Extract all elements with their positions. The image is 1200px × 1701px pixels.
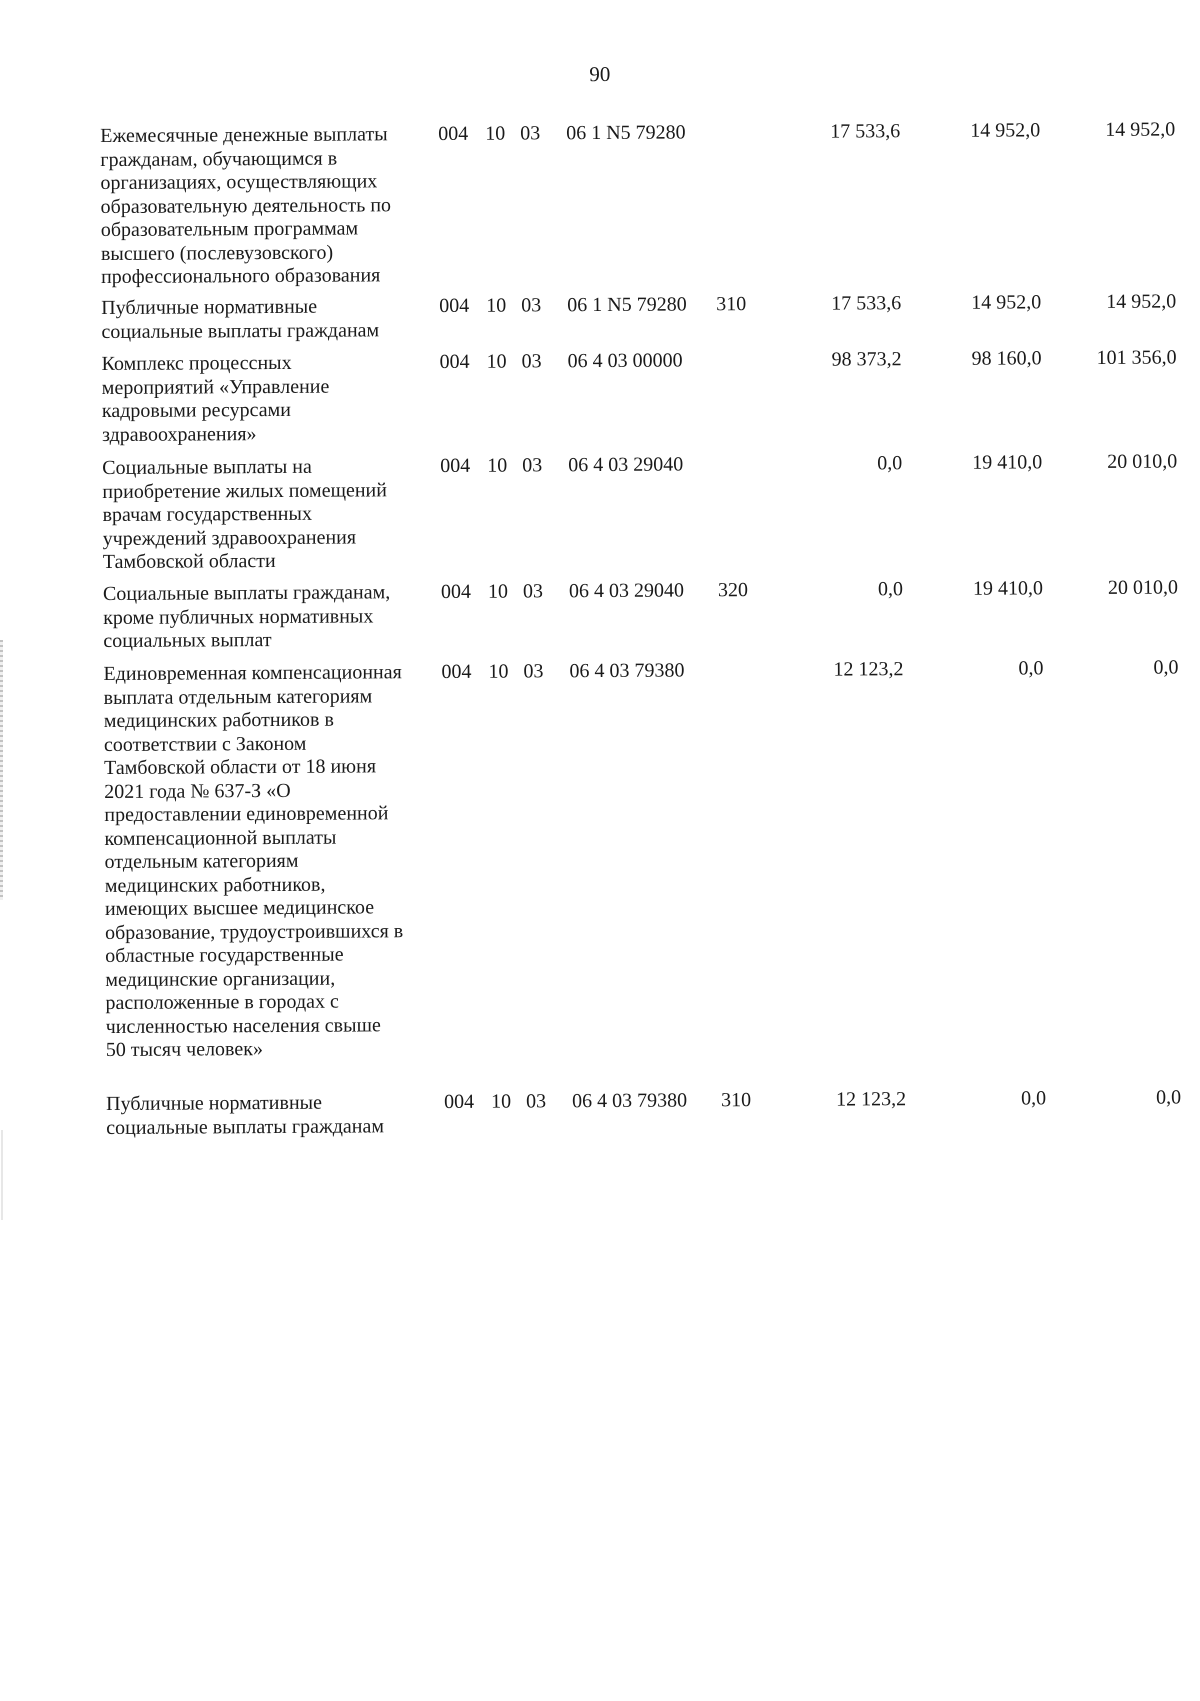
row-amount-year1: 0,0 — [877, 452, 903, 475]
row-name: Комплекс процессных мероприятий «Управление кадровыми ресурсами здравоохранения» — [101, 351, 330, 446]
row-amount-year2: 0,0 — [1018, 657, 1044, 680]
row-amount-year3: 20 010,0 — [1107, 450, 1178, 473]
row-amount-year2: 14 952,0 — [970, 119, 1041, 142]
row-amount-year2: 19 410,0 — [972, 451, 1043, 474]
row-vr: 310 — [716, 293, 747, 316]
table-row — [2, 346, 1200, 446]
row-ved: 004 — [440, 580, 472, 603]
row-csr: 06 4 03 79380 — [572, 1089, 688, 1113]
row-amount-year1: 98 373,2 — [831, 348, 902, 371]
row-amount-year3: 0,0 — [1153, 656, 1179, 679]
row-pr: 03 — [526, 1090, 547, 1113]
row-amount-year2: 98 160,0 — [971, 347, 1042, 370]
table-row — [3, 656, 1200, 1062]
row-pr: 03 — [521, 350, 542, 373]
scan-edge-artifact — [1, 1130, 3, 1220]
row-amount-year1: 12 123,2 — [836, 1088, 907, 1111]
row-vr: 310 — [721, 1089, 752, 1112]
row-rz: 10 — [486, 294, 507, 317]
row-amount-year3: 20 010,0 — [1107, 576, 1179, 599]
row-amount-year1: 17 533,6 — [831, 292, 902, 315]
row-rz: 10 — [485, 122, 506, 145]
row-rz: 10 — [487, 454, 508, 477]
row-pr: 03 — [522, 580, 544, 603]
row-amount-year2: 14 952,0 — [971, 291, 1042, 314]
row-vr: 320 — [717, 579, 749, 602]
row-csr: 06 1 N5 79280 — [567, 293, 687, 317]
row-pr: 03 — [523, 660, 544, 683]
row-ved: 004 — [439, 350, 470, 373]
row-csr: 06 4 03 00000 — [567, 349, 683, 373]
row-amount-year1: 17 533,6 — [830, 120, 901, 143]
page-number: 90 — [589, 61, 611, 87]
table-row — [0, 118, 1200, 289]
row-rz: 10 — [486, 350, 507, 373]
table-row — [1, 290, 1200, 343]
row-csr: 06 4 03 29040 — [568, 453, 684, 477]
row-amount-year1: 12 123,2 — [833, 658, 904, 681]
table-row — [3, 576, 1200, 653]
row-amount-year2: 19 410,0 — [972, 577, 1044, 600]
table-row — [6, 1086, 1200, 1139]
row-csr: 06 4 03 29040 — [568, 579, 685, 603]
row-rz: 10 — [491, 1090, 512, 1113]
row-pr: 03 — [522, 454, 543, 477]
row-ved: 004 — [444, 1090, 475, 1113]
row-amount-year3: 0,0 — [1156, 1086, 1182, 1109]
scan-edge-artifact — [0, 640, 3, 900]
row-name: Единовременная компенсационная выплата отдельным категориям медицинских работников в соответствии с Законом Тамбовской области от 18 июня 2021 года № 637-З «О предоставлении единовременной компенсационной выплаты отдельным категориям медицинских работников, имеющих высшее медицинское образование, трудоустроившихся в областные государственные медицинские организации, расположенные в городах с численностью населения свыше 50 тысяч человек» — [103, 661, 404, 1062]
row-amount-year3: 101 356,0 — [1096, 346, 1177, 369]
row-name: Публичные нормативные социальные выплаты гражданам — [101, 295, 380, 343]
row-amount-year1: 0,0 — [877, 578, 904, 601]
row-rz: 10 — [487, 580, 509, 603]
row-name: Ежемесячные денежные выплаты гражданам, обучающимся в организациях, осуществляющих образовательную деятельность по образовательным программам высшего (послевузовского) профессионального образования — [100, 123, 392, 289]
row-amount-year2: 0,0 — [1021, 1087, 1047, 1110]
row-name: Публичные нормативные социальные выплаты гражданам — [106, 1091, 385, 1139]
row-csr: 06 1 N5 79280 — [566, 121, 686, 145]
row-amount-year3: 14 952,0 — [1106, 290, 1177, 313]
row-pr: 03 — [521, 294, 542, 317]
row-ved: 004 — [438, 122, 469, 145]
row-amount-year3: 14 952,0 — [1105, 118, 1176, 141]
row-ved: 004 — [441, 660, 472, 683]
table-row — [2, 450, 1200, 574]
row-ved: 004 — [440, 454, 471, 477]
row-pr: 03 — [520, 122, 541, 145]
row-ved: 004 — [439, 294, 470, 317]
row-rz: 10 — [488, 660, 509, 683]
row-name: Социальные выплаты на приобретение жилых помещений врачам государственных учреждений здравоохранения Тамбовской области — [102, 455, 387, 574]
row-name: Социальные выплаты гражданам, кроме публичных нормативных социальных выплат — [102, 581, 391, 653]
row-csr: 06 4 03 79380 — [569, 659, 685, 683]
